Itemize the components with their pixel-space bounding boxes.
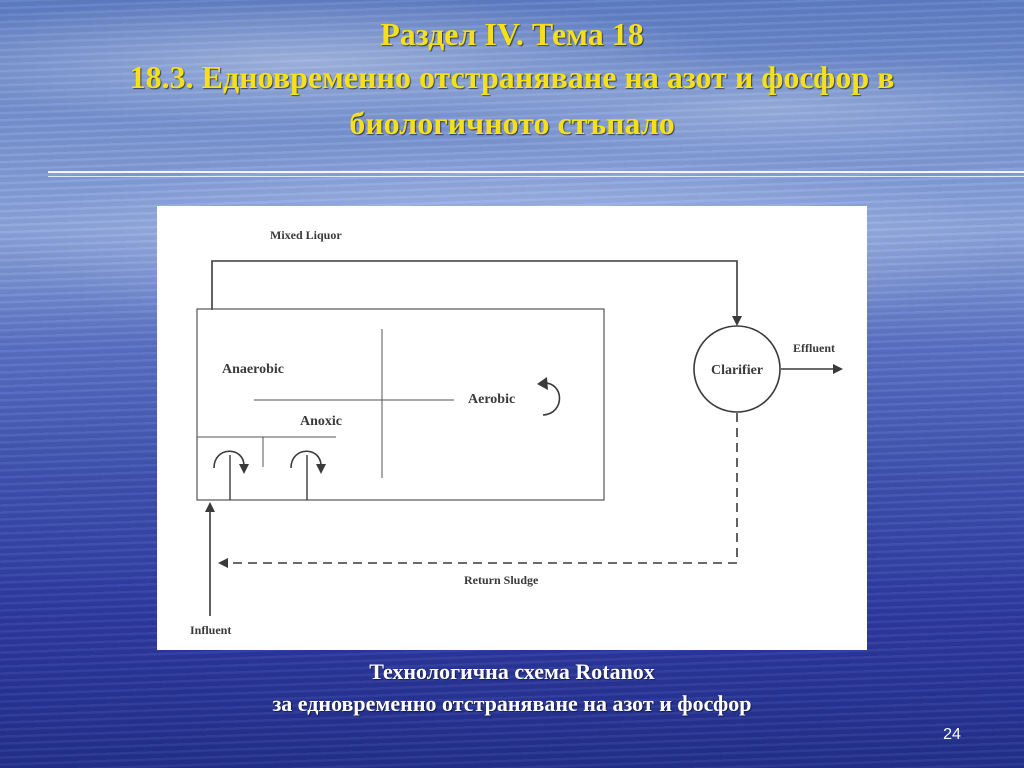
mixed-liquor-line — [212, 261, 737, 324]
title-line-2: 18.3. Едновременно отстраняване на азот и фосфор в биологичното стъпало — [129, 59, 895, 141]
label-aerobic: Aerobic — [468, 392, 516, 407]
label-anoxic: Anoxic — [300, 414, 342, 429]
title-line-1: Раздел IV. Тема 18 — [380, 16, 644, 52]
title-divider — [48, 171, 1024, 173]
page-number: 24 — [943, 726, 961, 743]
mixer-2-rotor — [291, 451, 321, 468]
label-return-sludge: Return Sludge — [464, 573, 539, 587]
mixer-1-rotor — [214, 451, 244, 468]
diagram-caption — [0, 656, 1024, 720]
caption-line-2: за едновременно отстраняване на азот и фосфор — [272, 691, 752, 716]
mixer-2-arrow-head — [316, 464, 326, 474]
rotanox-process-diagram — [157, 206, 867, 650]
aerobic-arrow-head — [537, 377, 548, 390]
title-divider-thin — [48, 176, 1024, 177]
slide-title — [0, 14, 1024, 146]
return-sludge-line — [220, 413, 737, 563]
caption-line-1: Технологична схема Rotanox — [369, 659, 655, 684]
diagram-svg — [157, 206, 867, 650]
label-effluent: Effluent — [793, 341, 835, 355]
label-anaerobic: Anaerobic — [222, 362, 284, 377]
mixer-1-arrow-head — [239, 464, 249, 474]
label-influent: Influent — [190, 623, 232, 637]
label-clarifier: Clarifier — [710, 363, 764, 378]
reactor-tank — [197, 309, 604, 500]
label-mixed-liquor: Mixed Liquor — [270, 228, 342, 242]
